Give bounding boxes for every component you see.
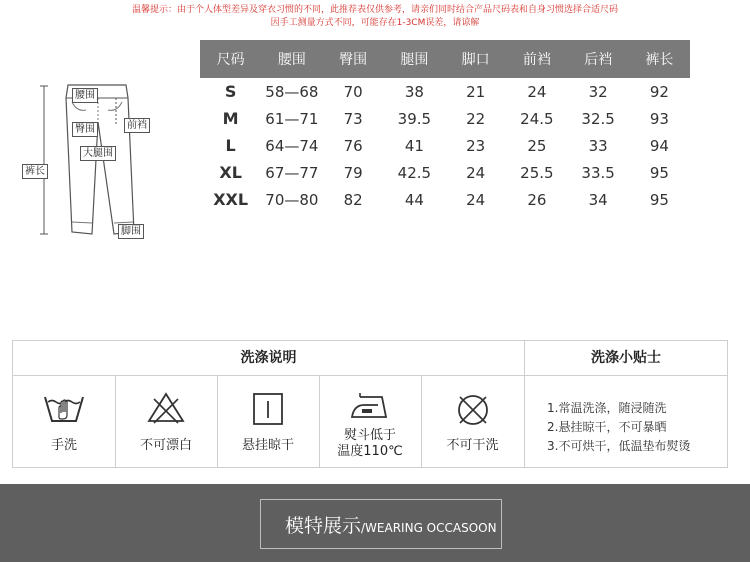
table-cell: 23 <box>466 136 486 155</box>
care-item-no-bleach <box>115 376 218 467</box>
thigh-label: 大腿围 <box>80 146 116 161</box>
table-cell: 24 <box>466 163 486 182</box>
size-cell: L <box>225 136 236 155</box>
model-section-title-zh: 模特展示 <box>285 515 362 537</box>
table-cell: 34 <box>588 190 608 209</box>
care-label-line2: 温度110℃ <box>337 444 403 459</box>
hand-wash-icon <box>42 391 86 425</box>
care-label: 悬挂晾干 <box>241 438 294 453</box>
size-cell: XXL <box>213 190 249 209</box>
table-cell: 94 <box>649 136 669 155</box>
table-cell: 25 <box>527 136 547 155</box>
table-cell: 38 <box>404 82 424 101</box>
no-dry-clean-icon <box>454 391 492 429</box>
size-cell: M <box>222 109 239 128</box>
table-cell: 82 <box>343 190 363 209</box>
table-cell: 95 <box>649 190 669 209</box>
table-cell: 79 <box>343 163 363 182</box>
table-cell: 76 <box>343 136 363 155</box>
care-instructions-panel <box>12 340 728 468</box>
size-chart-header-row <box>200 40 690 78</box>
care-label: 不可漂白 <box>139 438 192 453</box>
length-label: 裤长 <box>22 164 48 179</box>
care-tips-list <box>547 399 690 456</box>
table-cell: 44 <box>404 190 424 209</box>
care-tips-title: 洗涤小贴士 <box>525 341 727 376</box>
table-cell: 39.5 <box>397 109 432 128</box>
notice-line-2: 因手工测量方式不同，可能存在1-3CM误差，请谅解 <box>270 18 480 28</box>
table-cell: 25.5 <box>520 163 554 182</box>
hip-label: 臀围 <box>72 122 98 137</box>
table-cell: 93 <box>649 109 669 128</box>
table-cell: 73 <box>343 109 363 128</box>
table-cell: 70—80 <box>265 190 319 209</box>
table-row <box>200 105 690 132</box>
care-item-hand-wash <box>13 376 116 467</box>
model-section-title-en: /WEARING OCCASOON <box>361 521 497 535</box>
table-cell: 67—77 <box>265 163 319 182</box>
table-cell: 95 <box>649 163 669 182</box>
table-cell: 24.5 <box>520 109 554 128</box>
table-row <box>200 186 690 213</box>
care-tip: 2.悬挂晾干，不可暴晒 <box>547 420 667 434</box>
size-chart-table <box>200 40 690 213</box>
table-cell: 33.5 <box>581 163 615 182</box>
table-cell: 32 <box>588 82 608 101</box>
header-length: 裤长 <box>629 40 690 78</box>
care-item-iron <box>319 376 422 467</box>
table-cell: 21 <box>466 82 486 101</box>
pants-measurement-diagram <box>22 82 152 242</box>
header-hip: 臀围 <box>323 40 384 78</box>
table-cell: 70 <box>343 82 363 101</box>
care-label: 手洗 <box>50 438 77 453</box>
table-cell: 42.5 <box>397 163 432 182</box>
header-thigh: 腿围 <box>384 40 445 78</box>
header-hem: 脚口 <box>445 40 506 78</box>
table-cell: 22 <box>466 109 486 128</box>
hem-label: 脚围 <box>118 224 144 239</box>
table-cell: 61—71 <box>265 109 319 128</box>
care-label-line1: 熨斗低于 <box>343 428 396 443</box>
care-item-hang-dry <box>217 376 320 467</box>
care-label: 不可干洗 <box>446 438 499 453</box>
waist-label: 腰围 <box>72 88 98 103</box>
header-size: 尺码 <box>200 40 261 78</box>
table-cell: 41 <box>404 136 424 155</box>
size-cell: S <box>224 82 237 101</box>
notice-line-1: 温馨提示：由于个人体型差异及穿衣习惯的不同，此推荐表仅供参考，请亲们同时结合产品尺码表和自身习惯选择合适尺码 <box>131 5 618 15</box>
hang-dry-icon <box>250 391 286 427</box>
iron-icon <box>348 391 392 423</box>
care-tip: 3.不可烘干，低温垫布熨烫 <box>547 439 691 453</box>
table-row <box>200 78 690 105</box>
care-title: 洗涤说明 <box>13 341 525 376</box>
table-cell: 58—68 <box>265 82 319 101</box>
table-cell: 26 <box>527 190 547 209</box>
care-tip: 1.常温洗涤，随浸随洗 <box>547 401 667 415</box>
table-cell: 24 <box>466 190 486 209</box>
table-cell: 24 <box>527 82 547 101</box>
front-rise-label: 前裆 <box>124 118 150 133</box>
table-cell: 92 <box>649 82 669 101</box>
header-back-rise: 后裆 <box>568 40 629 78</box>
header-waist: 腰围 <box>261 40 322 78</box>
table-row <box>200 159 690 186</box>
size-cell: XL <box>219 163 242 182</box>
table-cell: 33 <box>588 136 608 155</box>
care-item-no-dry-clean <box>421 376 525 467</box>
model-section-title <box>285 511 497 538</box>
table-cell: 64—74 <box>265 136 319 155</box>
table-row <box>200 132 690 159</box>
header-front-rise: 前裆 <box>506 40 567 78</box>
table-cell: 32.5 <box>581 109 615 128</box>
pants-outline-icon <box>22 82 152 242</box>
no-bleach-icon <box>146 391 186 425</box>
